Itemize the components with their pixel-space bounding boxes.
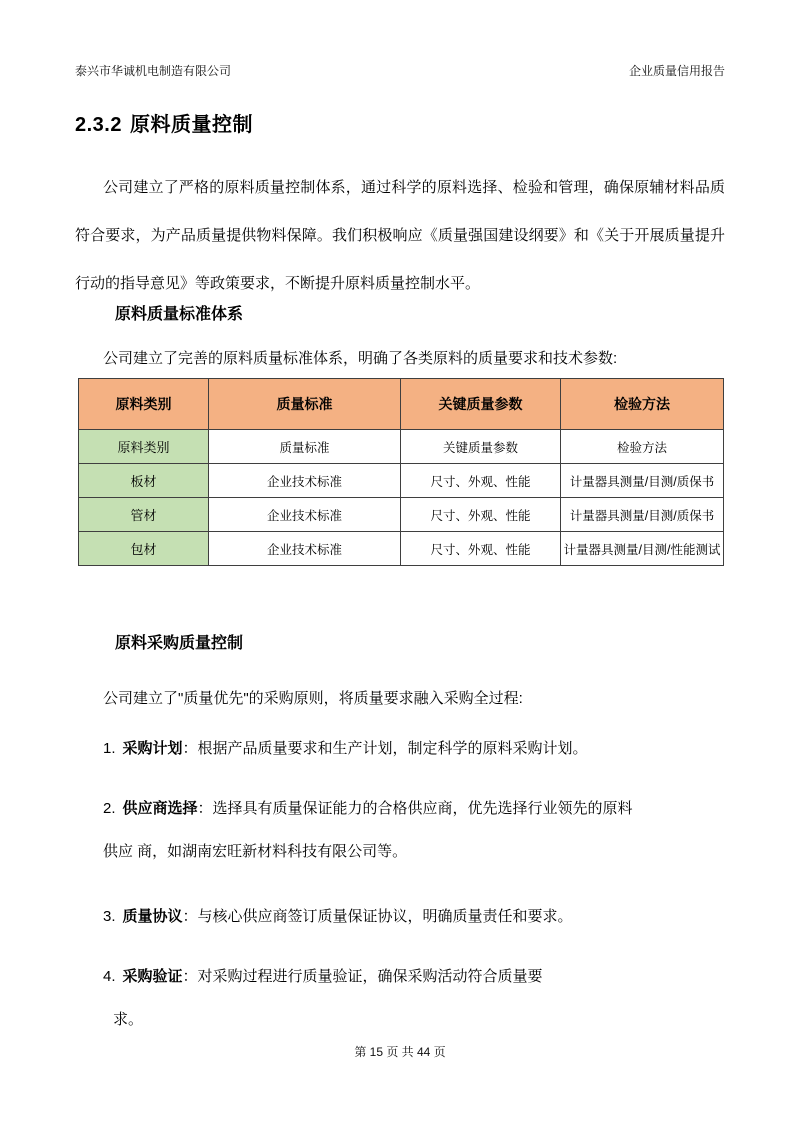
list-item-separator: ： <box>182 908 198 925</box>
cell-method: 计量器具测量/目测/性能测试 <box>561 532 724 566</box>
table-row <box>79 498 724 532</box>
cell-category: 板材 <box>79 464 209 498</box>
cell-parameters: 关键质量参数 <box>401 430 561 464</box>
procurement-intro-paragraph: 公司建立了"质量优先"的采购原则，将质量要求融入采购全过程: <box>103 690 523 707</box>
table-row <box>79 464 724 498</box>
list-item-label: 采购验证 <box>122 968 183 985</box>
procurement-heading: 原料采购质量控制 <box>115 635 244 652</box>
list-item-number: 2. <box>103 800 116 817</box>
section-title-text: 原料质量控制 <box>129 114 253 136</box>
list-item-purchase-verification <box>103 965 735 1032</box>
col-header-material-category: 原料类别 <box>79 379 209 430</box>
cell-parameters: 尺寸、外观、性能 <box>401 498 561 532</box>
cell-parameters: 尺寸、外观、性能 <box>401 464 561 498</box>
list-item-text: 与核心供应商签订质量保证协议，明确质量责任和要求。 <box>197 908 573 925</box>
cell-category: 原料类别 <box>79 430 209 464</box>
col-header-quality-standard: 质量标准 <box>209 379 401 430</box>
standards-heading: 原料质量标准体系 <box>115 306 244 323</box>
cell-category: 包材 <box>79 532 209 566</box>
list-item-quality-agreement <box>103 905 735 929</box>
list-item-separator: ： <box>182 968 198 985</box>
cell-standard: 质量标准 <box>209 430 401 464</box>
list-item-line <box>103 737 735 761</box>
list-item-continuation: 求。 <box>113 1011 144 1028</box>
cell-standard: 企业技术标准 <box>209 464 401 498</box>
section-intro-paragraph: 公司建立了严格的原料质量控制体系，通过科学的原料选择、检验和管理，确保原辅材料品质符合要求，为产品质量提供物料保障。我们积极响应《质量强国建设纲要》和《关于开展质量提升行动的指导意见》等政策要求，不断提升原料质量控制水平。 <box>75 179 725 292</box>
list-item-text: 对采购过程进行质量验证，确保采购活动符合质量要 <box>197 968 543 985</box>
cell-method: 检验方法 <box>561 430 724 464</box>
cell-method: 计量器具测量/目测/质保书 <box>561 464 724 498</box>
cell-parameters: 尺寸、外观、性能 <box>401 532 561 566</box>
list-item-number: 1. <box>103 740 116 757</box>
list-item-line <box>103 905 735 929</box>
list-item-continuation: 供应 商，如湖南宏旺新材料科技有限公司等。 <box>103 843 408 860</box>
list-item-separator: ： <box>197 800 213 817</box>
list-item-separator: ： <box>182 740 198 757</box>
cell-method: 计量器具测量/目测/质保书 <box>561 498 724 532</box>
list-item-text: 根据产品质量要求和生产计划，制定科学的原料采购计划。 <box>197 740 588 757</box>
list-item-purchase-plan <box>103 737 735 761</box>
section-number: 2.3.2 <box>75 114 122 136</box>
material-standards-table <box>78 378 724 566</box>
list-item-text: 选择具有质量保证能力的合格供应商，优先选择行业领先的原料 <box>212 800 633 817</box>
list-item-line <box>103 797 735 821</box>
page-footer-pagination: 第 15 页 共 44 页 <box>354 1045 446 1059</box>
list-item-label: 供应商选择 <box>122 800 198 817</box>
cell-standard: 企业技术标准 <box>209 532 401 566</box>
list-item-label: 质量协议 <box>122 908 183 925</box>
col-header-inspection-method: 检验方法 <box>561 379 724 430</box>
col-header-key-parameters: 关键质量参数 <box>401 379 561 430</box>
list-item-supplier-selection <box>103 797 735 864</box>
table-row <box>79 532 724 566</box>
cell-standard: 企业技术标准 <box>209 498 401 532</box>
cell-category: 管材 <box>79 498 209 532</box>
section-title <box>75 108 253 137</box>
list-item-line <box>103 965 735 989</box>
standards-intro-paragraph: 公司建立了完善的原料质量标准体系，明确了各类原料的质量要求和技术参数: <box>103 350 618 367</box>
list-item-label: 采购计划 <box>122 740 183 757</box>
page-header <box>75 62 725 79</box>
table-header-row <box>79 379 724 430</box>
list-item-number: 4. <box>103 968 116 985</box>
table-row <box>79 430 724 464</box>
list-item-number: 3. <box>103 908 116 925</box>
header-company-name: 泰兴市华诚机电制造有限公司 <box>75 64 232 78</box>
header-report-title: 企业质量信用报告 <box>628 64 725 78</box>
